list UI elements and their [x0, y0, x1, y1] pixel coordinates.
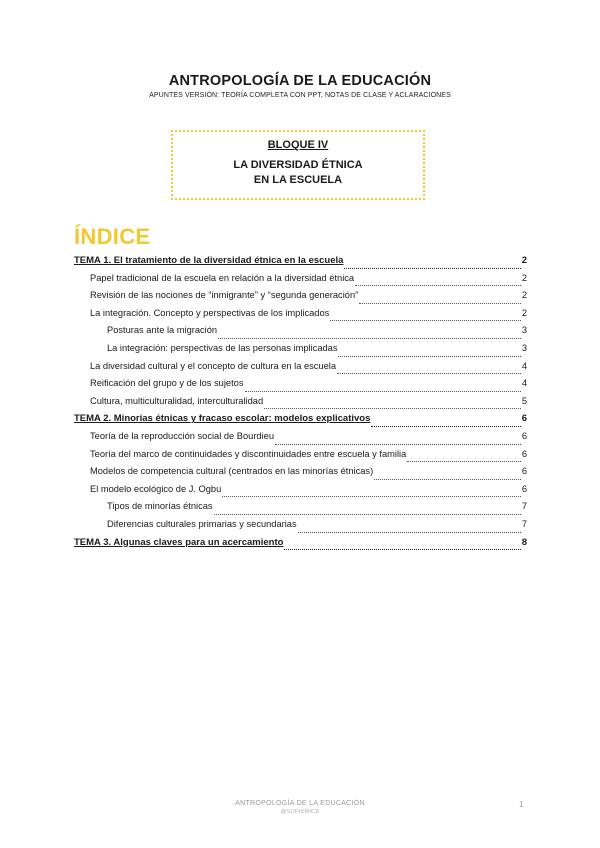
toc-entry-title: Cultura, multiculturalidad, interculturalidad	[90, 395, 264, 406]
toc-entry-page: 5	[521, 395, 527, 406]
toc-leader-dots	[275, 444, 521, 445]
table-of-contents	[74, 255, 527, 554]
toc-entry-title: Diferencias culturales primarias y secundarias	[107, 518, 297, 529]
toc-leader-dots	[344, 268, 520, 269]
toc-entry-title: Tipos de minorías étnicas	[107, 501, 213, 512]
footer-text: ANTROPOLOGÍA DE LA EDUCACIÓN	[235, 800, 365, 807]
block-title	[173, 158, 423, 188]
toc-entry-page: 6	[521, 448, 527, 459]
toc-entry[interactable]	[74, 449, 527, 467]
toc-entry[interactable]	[74, 325, 527, 343]
toc-entry-title: Modelos de competencia cultural (centrados en las minorías étnicas)	[90, 466, 374, 477]
toc-entry[interactable]	[74, 255, 527, 273]
toc-entry-page: 3	[521, 342, 527, 353]
toc-leader-dots	[355, 285, 521, 286]
toc-entry-title: La integración. Concepto y perspectivas de los implicados	[90, 307, 330, 318]
toc-entry-title: Posturas ante la migración	[107, 325, 218, 336]
toc-entry-page: 6	[521, 430, 527, 441]
toc-leader-dots	[298, 532, 521, 533]
toc-entry-title: Teoría de la reproducción social de Bourdieu	[90, 430, 274, 441]
toc-leader-dots	[330, 320, 521, 321]
toc-entry[interactable]	[74, 537, 527, 555]
toc-entry[interactable]	[74, 501, 527, 519]
toc-entry-page: 2	[521, 272, 527, 283]
toc-entry-title: El modelo ecológico de J. Ogbu	[90, 483, 222, 494]
toc-entry[interactable]	[74, 290, 527, 308]
toc-entry-title: Teoría del marco de continuidades y discontinuidades entre escuela y familia	[90, 448, 407, 459]
toc-leader-dots	[222, 496, 521, 497]
toc-leader-dots	[371, 426, 520, 427]
toc-leader-dots	[264, 408, 521, 409]
page-number: 1	[519, 800, 524, 809]
footer-handle: @SOFIXMICE	[280, 809, 320, 815]
toc-leader-dots	[407, 461, 521, 462]
toc-entry[interactable]	[74, 484, 527, 502]
toc-leader-dots	[374, 479, 521, 480]
toc-entry-title: Reificación del grupo y de los sujetos	[90, 378, 244, 389]
toc-entry-title: TEMA 3. Algunas claves para un acercamiento	[74, 536, 284, 548]
toc-leader-dots	[338, 356, 520, 357]
toc-entry-title: La diversidad cultural y el concepto de cultura en la escuela	[90, 360, 336, 371]
toc-entry[interactable]	[74, 378, 527, 396]
toc-entry-page: 2	[521, 255, 527, 266]
toc-entry-page: 6	[521, 413, 527, 425]
toc-entry[interactable]	[74, 519, 527, 537]
toc-leader-dots	[359, 303, 521, 304]
toc-leader-dots	[245, 391, 521, 392]
toc-entry-title: TEMA 2. Minorías étnicas y fracaso escolar: modelos explicativos	[74, 413, 371, 425]
toc-entry[interactable]	[74, 273, 527, 291]
toc-entry[interactable]	[74, 413, 527, 431]
toc-entry-page: 2	[521, 307, 527, 318]
toc-entry-title: Revisión de las nociones de “inmigrante” y “segunda generación”	[90, 290, 359, 301]
block-title-line2: EN LA ESCUELA	[253, 174, 343, 186]
toc-entry[interactable]	[74, 308, 527, 326]
toc-leader-dots	[284, 549, 520, 550]
toc-entry-title: TEMA 1. El tratamiento de la diversidad étnica en la escuela	[74, 255, 344, 266]
toc-leader-dots	[214, 514, 521, 515]
toc-entry-page: 4	[521, 378, 527, 389]
toc-entry[interactable]	[74, 396, 527, 414]
toc-entry[interactable]	[74, 466, 527, 484]
index-heading: ÍNDICE	[74, 224, 151, 249]
document-subtitle: APUNTES VERSIÓN: TEORÍA COMPLETA CON PPT, NOTAS DE CLASE Y ACLARACIONES	[149, 92, 451, 99]
toc-entry-page: 7	[521, 501, 527, 512]
block-title-line1: LA DIVERSIDAD ÉTNICA	[233, 159, 363, 171]
toc-entry[interactable]	[74, 343, 527, 361]
document-title: ANTROPOLOGÍA DE LA EDUCACIÓN	[168, 73, 432, 89]
toc-entry[interactable]	[74, 361, 527, 379]
toc-entry[interactable]	[74, 431, 527, 449]
toc-entry-page: 8	[521, 536, 527, 548]
toc-entry-page: 3	[521, 325, 527, 336]
toc-leader-dots	[218, 338, 521, 339]
toc-entry-title: La integración: perspectivas de las personas implicadas	[107, 342, 338, 353]
toc-entry-page: 6	[521, 483, 527, 494]
toc-entry-page: 2	[521, 290, 527, 301]
toc-entry-page: 6	[521, 466, 527, 477]
toc-entry-page: 4	[521, 360, 527, 371]
toc-leader-dots	[337, 373, 521, 374]
toc-entry-title: Papel tradicional de la escuela en relación a la diversidad étnica	[90, 272, 355, 283]
toc-entry-page: 7	[521, 518, 527, 529]
block-label: BLOQUE IV	[267, 139, 329, 151]
block-box	[171, 130, 425, 200]
